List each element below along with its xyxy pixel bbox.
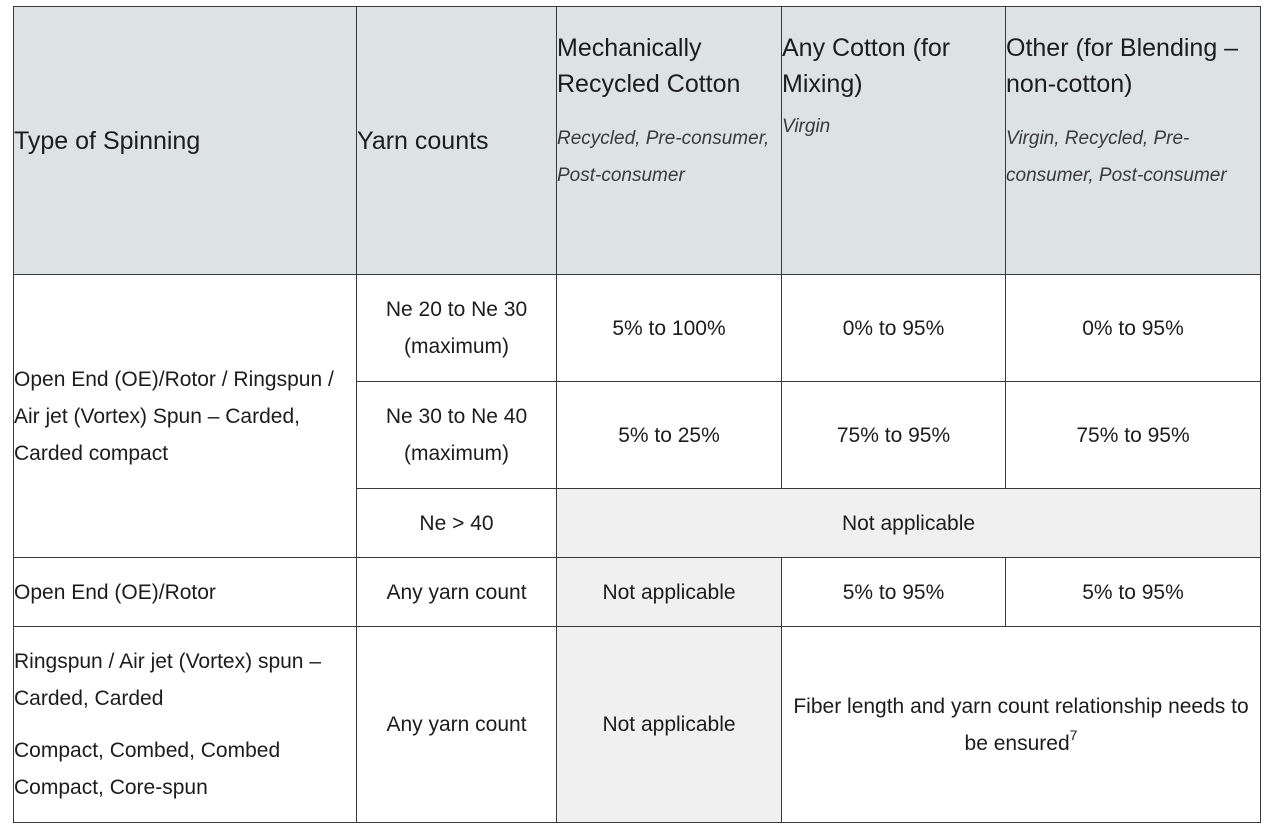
header-mech-recycled-sub: Recycled, Pre-consumer, Post-consumer — [557, 128, 770, 186]
header-mech-recycled — [557, 7, 782, 275]
header-other-title: Other (for Blending – non-cotton) — [1006, 34, 1239, 98]
footnote-reference[interactable]: 7 — [1069, 726, 1078, 743]
yarn-count-cell: Ne > 40 — [357, 489, 557, 558]
header-other-sub: Virgin, Recycled, Pre-consumer, Post-consumer — [1006, 128, 1227, 186]
spinning-type-cell — [14, 627, 357, 823]
other-cell: 0% to 95% — [1006, 275, 1261, 382]
yarn-count-cell: Ne 30 to Ne 40 (maximum) — [357, 382, 557, 489]
header-type-of-spinning: Type of Spinning — [14, 7, 357, 275]
not-applicable-cell: Not applicable — [557, 627, 782, 823]
any-cotton-cell: 0% to 95% — [782, 275, 1006, 382]
mech-recycled-cell: 5% to 25% — [557, 382, 782, 489]
yarn-count-cell: Any yarn count — [357, 558, 557, 627]
table-row — [14, 275, 1261, 382]
mech-recycled-cell: 5% to 100% — [557, 275, 782, 382]
spinning-type-line: Ringspun / Air jet (Vortex) spun – Carded, Carded — [14, 650, 321, 710]
spinning-type-cell: Open End (OE)/Rotor / Ringspun / Air jet (Vortex) Spun – Carded, Carded compact — [14, 275, 357, 558]
spinning-type-line: Compact, Combed, Combed Compact, Core-spun — [14, 739, 281, 799]
fiber-length-note: Fiber length and yarn count relationship needs to be ensured — [793, 694, 1249, 755]
other-cell: 75% to 95% — [1006, 382, 1261, 489]
table-row — [14, 627, 1261, 823]
any-cotton-cell: 75% to 95% — [782, 382, 1006, 489]
not-applicable-cell: Not applicable — [557, 489, 1261, 558]
fiber-length-note-cell — [782, 627, 1261, 823]
header-row — [14, 7, 1261, 275]
yarn-count-cell: Any yarn count — [357, 627, 557, 823]
yarn-count-cell: Ne 20 to Ne 30 (maximum) — [357, 275, 557, 382]
other-cell: 5% to 95% — [1006, 558, 1261, 627]
header-mech-recycled-title: Mechanically Recycled Cotton — [557, 34, 741, 98]
any-cotton-cell: 5% to 95% — [782, 558, 1006, 627]
header-yarn-counts: Yarn counts — [357, 7, 557, 275]
spinning-type-cell: Open End (OE)/Rotor — [14, 558, 357, 627]
header-any-cotton-sub: Virgin — [782, 116, 831, 137]
blend-spec-table — [13, 6, 1261, 823]
header-any-cotton-title: Any Cotton (for Mixing) — [782, 34, 951, 98]
header-other — [1006, 7, 1261, 275]
table-row — [14, 558, 1261, 627]
not-applicable-cell: Not applicable — [557, 558, 782, 627]
header-any-cotton — [782, 7, 1006, 275]
